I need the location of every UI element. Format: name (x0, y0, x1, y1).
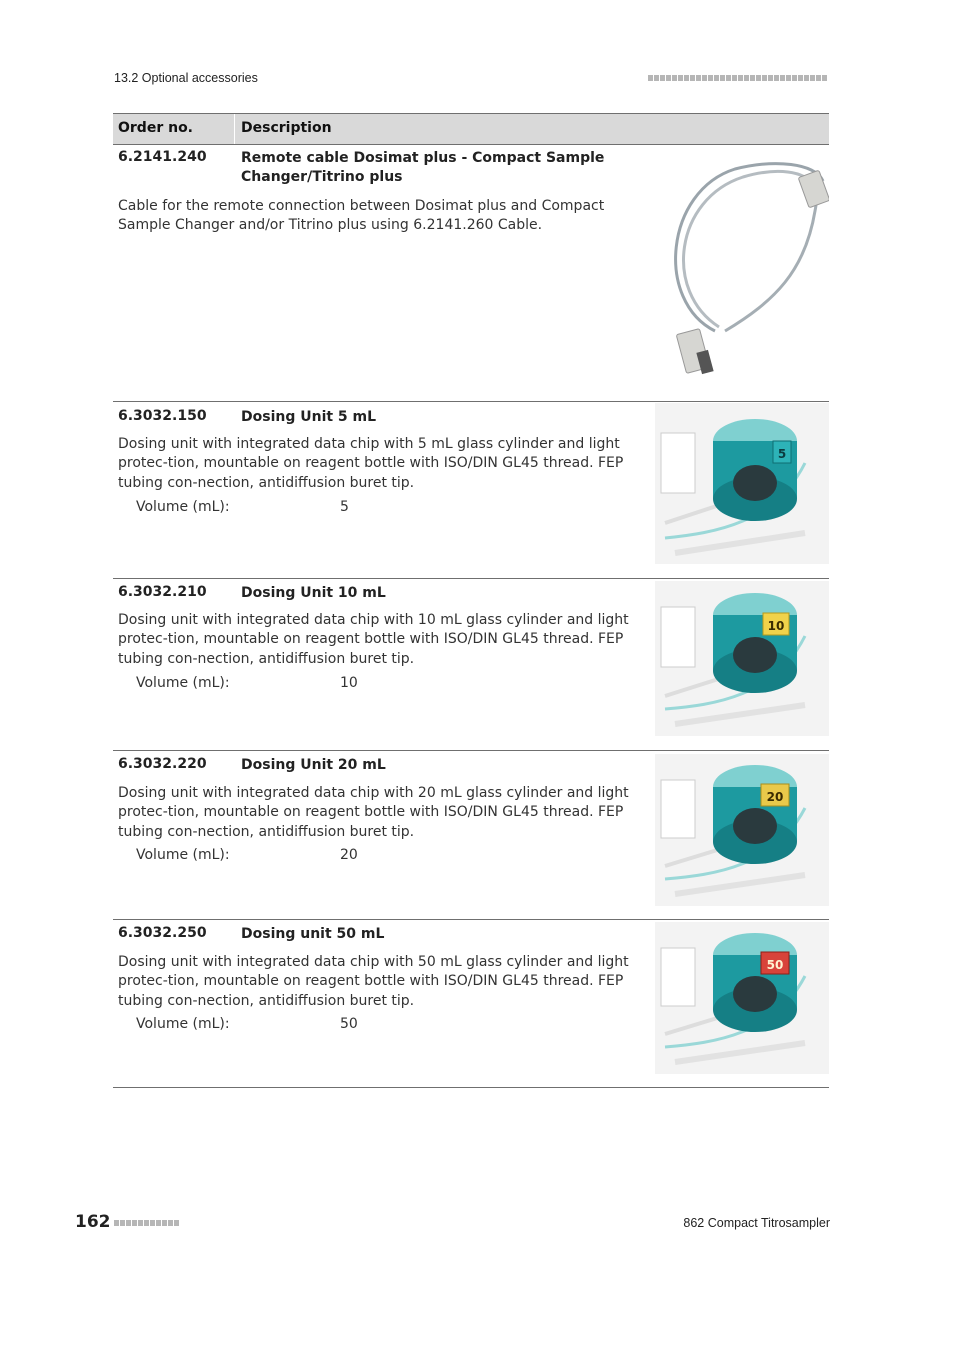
item-description: Cable for the remote connection between Dosimat plus and Compact Sample Changer and/or Titrino plus using 6.2141.260 Cable. (118, 198, 605, 234)
column-separator (234, 114, 235, 144)
order-number: 6.3032.210 (118, 584, 207, 600)
volume-badge: 5 (777, 447, 787, 461)
table-row-cable (113, 145, 829, 401)
dosing-unit-photo (655, 403, 829, 564)
table-row-dosing-unit-20 (113, 751, 829, 919)
item-description: Dosing unit with integrated data chip with 10 mL glass cylinder and light protec-tion, mountable on reagent bottle with ISO/DIN GL45 thread. FEP tubing con-nection, antidiffusion buret tip. (118, 612, 629, 667)
volume-badge: 10 (767, 619, 785, 633)
table-row-dosing-unit-50 (113, 920, 829, 1087)
volume-label: Volume (mL): (136, 499, 230, 515)
column-header-description: Description (241, 120, 332, 136)
volume-label: Volume (mL): (136, 675, 230, 691)
dosing-unit-photo (655, 754, 829, 906)
table-row-dosing-unit-10 (113, 579, 829, 750)
cable-photo (655, 151, 829, 391)
volume-badge: 50 (766, 958, 784, 972)
item-title: Dosing unit 50 mL (241, 926, 385, 942)
item-title: Dosing Unit 5 mL (241, 409, 377, 425)
dosing-unit-photo (655, 922, 829, 1074)
order-number: 6.3032.150 (118, 408, 207, 424)
running-header-section: 13.2 Optional accessories (114, 71, 258, 85)
header-decor-squares (648, 75, 827, 81)
item-description: Dosing unit with integrated data chip with 5 mL glass cylinder and light protec-tion, mountable on reagent bottle with ISO/DIN GL45 thread. FEP tubing con-nection, antidiffusion buret tip. (118, 436, 624, 491)
item-title: Dosing Unit 10 mL (241, 585, 386, 601)
order-number: 6.3032.220 (118, 756, 207, 772)
footer-decor-squares (114, 1220, 179, 1226)
volume-value: 10 (340, 675, 358, 691)
page-number: 162 (75, 1212, 111, 1232)
table-bottom-rule (113, 1087, 829, 1088)
item-title: Remote cable Dosimat plus - Compact Sample Changer/Titrino plus (241, 150, 605, 185)
table-header (113, 113, 829, 145)
footer-product-name: 862 Compact Titrosampler (683, 1216, 830, 1230)
volume-label: Volume (mL): (136, 1016, 230, 1032)
table-row-dosing-unit-5 (113, 402, 829, 578)
volume-label: Volume (mL): (136, 847, 230, 863)
volume-value: 5 (340, 499, 349, 515)
item-description: Dosing unit with integrated data chip with 50 mL glass cylinder and light protec-tion, mountable on reagent bottle with ISO/DIN GL45 thread. FEP tubing con-nection, antidiffusion buret tip. (118, 954, 629, 1009)
volume-value: 20 (340, 847, 358, 863)
order-number: 6.2141.240 (118, 149, 207, 165)
item-title: Dosing Unit 20 mL (241, 757, 386, 773)
volume-badge: 20 (766, 790, 784, 804)
volume-value: 50 (340, 1016, 358, 1032)
item-description: Dosing unit with integrated data chip with 20 mL glass cylinder and light protec-tion, mountable on reagent bottle with ISO/DIN GL45 thread. FEP tubing con-nection, antidiffusion buret tip. (118, 785, 629, 840)
column-header-order-no: Order no. (118, 120, 194, 136)
order-number: 6.3032.250 (118, 925, 207, 941)
dosing-unit-photo (655, 581, 829, 736)
